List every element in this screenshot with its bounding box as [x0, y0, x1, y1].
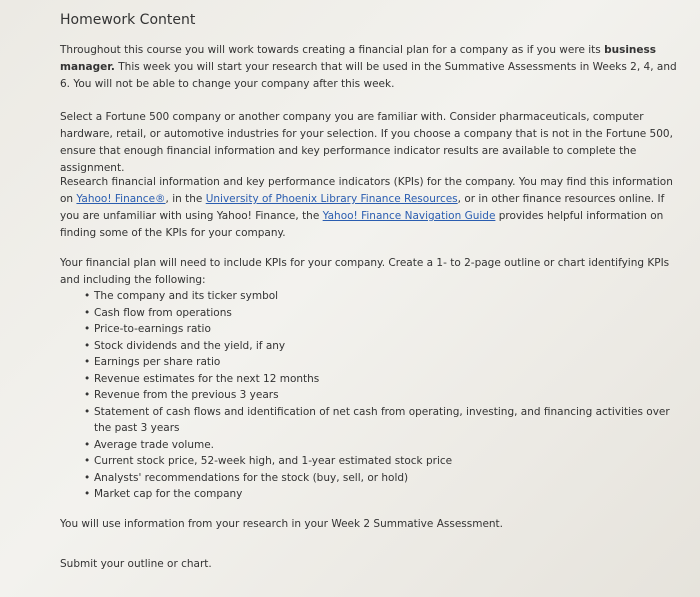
kpi-instructions-paragraph: Your financial plan will need to include KPIs for your company. Create a 1- to 2-page outline or chart identifying KPIs and including the following:: [60, 257, 670, 286]
bullet-icon: •: [84, 323, 91, 335]
list-item-text: Analysts' recommendations for the stock (buy, sell, or hold): [94, 471, 409, 484]
bullet-icon: •: [84, 389, 91, 401]
list-item: [84, 470, 674, 487]
list-item-text: The company and its ticker symbol: [94, 290, 279, 302]
list-item: [84, 288, 674, 305]
list-item-text: Price-to-earnings ratio: [94, 323, 211, 335]
bullet-icon: •: [84, 290, 91, 302]
list-item: [84, 404, 674, 437]
list-item-text: Average trade volume.: [94, 438, 215, 451]
list-item: [84, 387, 674, 404]
list-item: [84, 486, 674, 503]
list-item-text: Stock dividends and the yield, if any: [94, 339, 286, 352]
bullet-icon: •: [84, 488, 91, 500]
intro-text-end: This week you will start your research that will be used in the Summative Assessments in Weeks 2, 4, and 6. You will not be able to change your company after this week.: [60, 61, 677, 90]
submit-instruction: Submit your outline or chart.: [60, 558, 212, 570]
intro-paragraph: [60, 42, 685, 93]
week2-note-paragraph: You will use information from your research in your Week 2 Summative Assessment.: [60, 518, 504, 530]
company-selection-paragraph: Select a Fortune 500 company or another company you are familiar with. Consider pharmaceuticals, computer hardware, retail, or automotive industries for your selection. If you choose a company that is not in the Fortune 500, ensure that enough financial information and key performance indicator results are available to complete the assignment.: [60, 111, 673, 174]
research-text-1: Research financial information and key performance indicators (KPIs) for the company. You may find this information on: [60, 176, 673, 205]
page-title: Homework Content: [60, 12, 196, 28]
list-item-text: Revenue from the previous 3 years: [94, 389, 279, 401]
yahoo-navigation-guide-link[interactable]: Yahoo! Finance Navigation Guide: [322, 210, 496, 222]
list-item: [84, 354, 674, 371]
list-item-text: Current stock price, 52-week high, and 1-year estimated stock price: [94, 455, 453, 467]
list-item-text: Statement of cash flows and identification of net cash from operating, investing, and financing activities over the past 3 years: [94, 405, 670, 434]
research-text-3: , or in other finance resources online. If you are unfamiliar with using Yahoo! Finance, the: [60, 193, 665, 222]
bullet-icon: •: [84, 372, 91, 385]
bullet-icon: •: [84, 339, 91, 352]
bullet-icon: •: [84, 455, 91, 467]
kpi-list: [84, 288, 674, 503]
bullet-icon: •: [84, 306, 91, 319]
list-item-text: Revenue estimates for the next 12 months: [94, 372, 320, 385]
list-item: [84, 338, 674, 355]
bullet-icon: •: [84, 356, 91, 368]
bullet-icon: •: [84, 405, 91, 418]
research-text-4: provides helpful information on finding some of the KPIs for your company.: [60, 210, 664, 239]
yahoo-finance-link[interactable]: Yahoo! Finance®: [76, 193, 166, 205]
list-item-text: Market cap for the company: [94, 488, 243, 500]
list-item-text: Cash flow from operations: [94, 306, 232, 319]
intro-text-start: Throughout this course you will work towards creating a financial plan for a company as if you were its: [60, 44, 605, 56]
list-item: [84, 321, 674, 338]
list-item: [84, 371, 674, 388]
uopx-library-finance-link[interactable]: University of Phoenix Library Finance Resources: [205, 193, 458, 205]
list-item: [84, 305, 674, 322]
bullet-icon: •: [84, 471, 91, 484]
intro-bold-text: business manager.: [60, 44, 657, 73]
research-paragraph: [60, 174, 685, 242]
bullet-icon: •: [84, 438, 91, 451]
list-item: [84, 437, 674, 454]
list-item-text: Earnings per share ratio: [94, 356, 221, 368]
research-text-2: , in the: [165, 193, 206, 205]
list-item: [84, 453, 674, 470]
